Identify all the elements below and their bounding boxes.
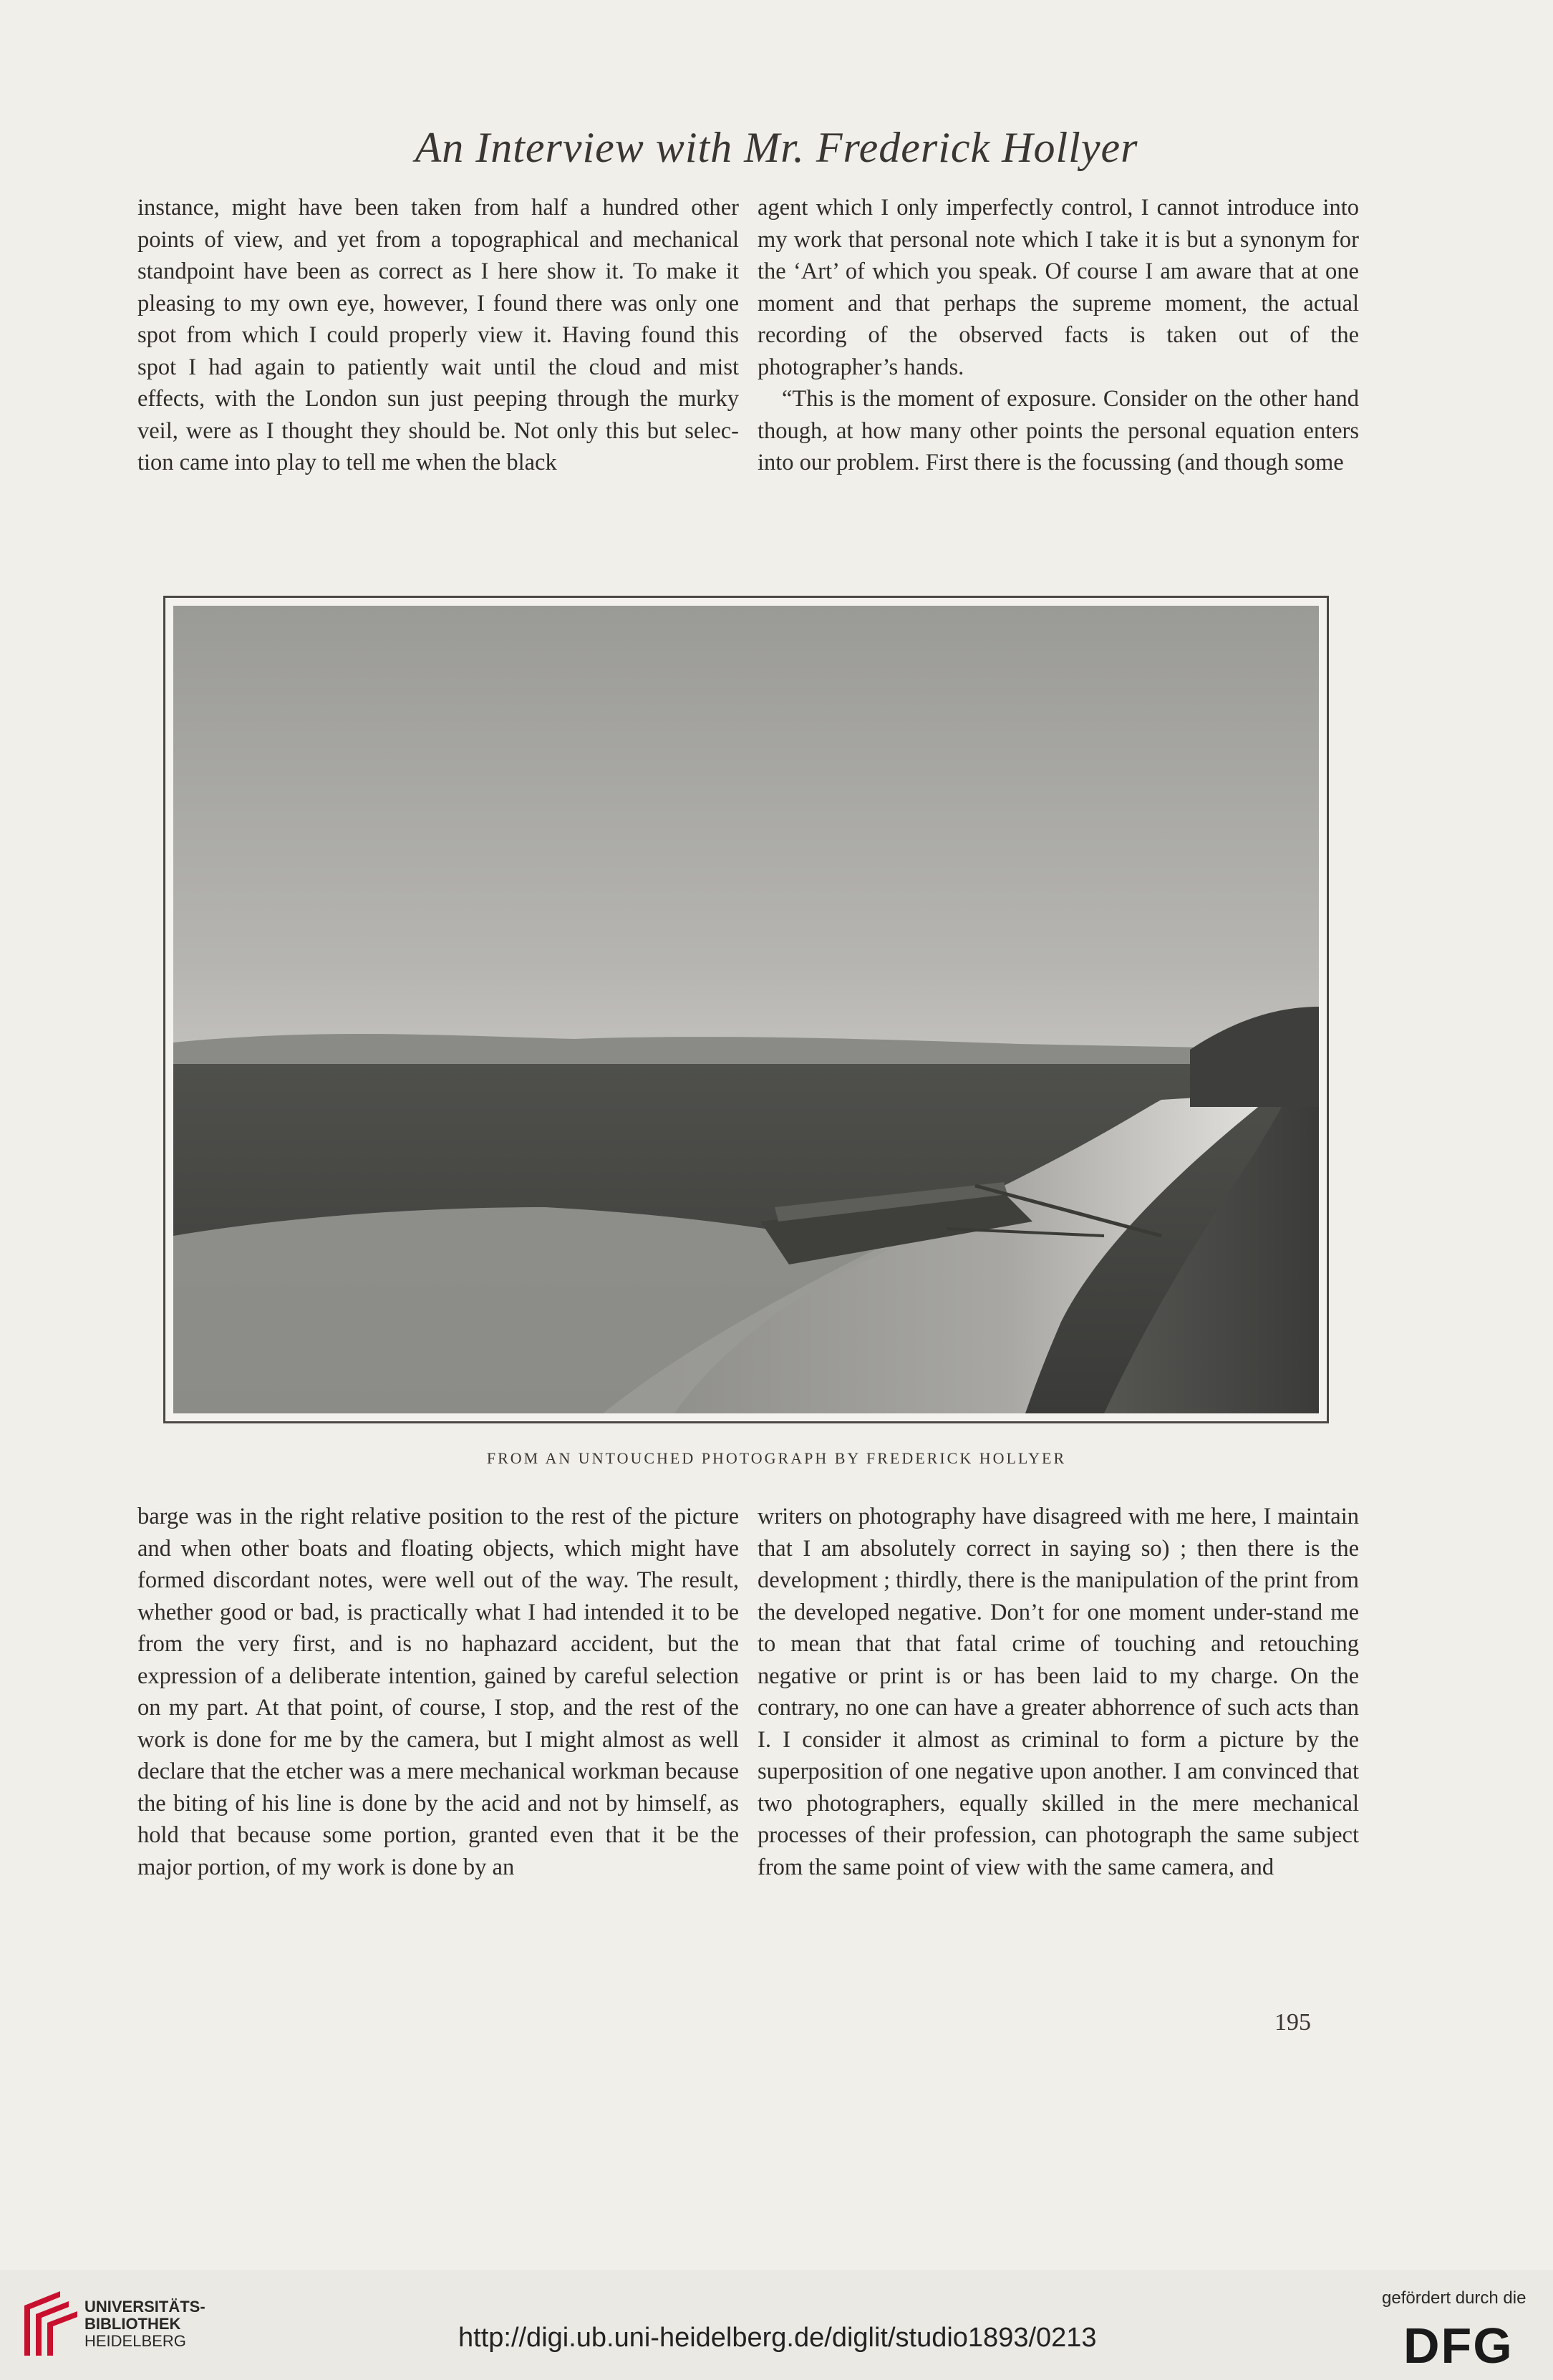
photograph-plate xyxy=(173,606,1319,1413)
university-library-logo-icon[interactable] xyxy=(17,2284,82,2366)
running-title: An Interview with Mr. Frederick Hollyer xyxy=(415,124,1138,171)
text-column-left-top xyxy=(137,192,739,479)
paragraph: instance, might have been taken from half a hundred other points of view, and yet from a topographical and mechanical standpoint have been as correct as I here show it. To make it pleasing to my own eye, however, I found there was only one spot from which I could properly view it. Having found this spot I had again to patiently wait until the cloud and mist effects, with the London sun just peeping through the murky veil, were as I thought they should be. Not only this but selec-tion came into play to tell me when the black xyxy=(137,195,739,475)
text-column-right-bottom xyxy=(758,1501,1359,1883)
paragraph: agent which I only imperfectly control, I cannot introduce into my work that personal note which I take it is but a synonym for the ‘Art’ of which you speak. Of course I am aware that at one moment and that perhaps the supreme moment, the actual recording of the observed facts is taken out of the photographer’s hands. xyxy=(758,195,1359,380)
dfg-logo[interactable]: DFG xyxy=(1403,2318,1514,2374)
paragraph: “This is the moment of exposure. Consider on the other hand though, at how many other points the personal equation enters into our problem. First there is the focussing (and though some xyxy=(758,386,1359,475)
river-barge-photograph xyxy=(173,606,1319,1413)
plate-caption: FROM AN UNTOUCHED PHOTOGRAPH BY FREDERICK HOLLYER xyxy=(486,1449,1067,1467)
text-column-left-bottom xyxy=(137,1501,739,1883)
library-name: UNIVERSITÄTS- BIBLIOTHEK HEIDELBERG xyxy=(84,2298,205,2350)
funding-note: gefördert durch die xyxy=(1382,2288,1527,2308)
permalink[interactable]: http://digi.ub.uni-heidelberg.de/diglit/studio1893/0213 xyxy=(458,2323,1097,2353)
page-number: 195 xyxy=(1274,2009,1311,2036)
paragraph: barge was in the right relative position to the rest of the picture and when other boats and floating objects, which might have formed discordant notes, were well out of the way. The result, whether good or bad, is practically what I had intended it to be from the very first, and is no haphazard accident, but the expression of a deliberate intention, gained by careful selection on my part. At that point, of course, I stop, and the rest of the work is done for me by the camera, but I might almost as well declare that the etcher was a mere mechanical workman because the biting of his line is done by the acid and not by himself, as hold that because some portion, granted even that it be the major portion, of my work is done by an xyxy=(137,1504,739,1880)
text-column-right-top xyxy=(758,192,1359,479)
paragraph: writers on photography have disagreed with me here, I maintain that I am absolutely correct in saying so) ; then there is the development ; thirdly, there is the manipulation of the print from the developed negative. Don’t for one moment under-stand me to mean that that fatal crime of touching and retouching negative or print is or has been laid to my charge. On the contrary, no one can have a greater abhorrence of such acts than I. I consider it almost as criminal to form a picture by the superposition of one negative upon another. I am convinced that two photographers, equally skilled in the mere mechanical processes of their profession, can photograph the same subject from the same point of view with the same camera, and xyxy=(758,1504,1359,1880)
